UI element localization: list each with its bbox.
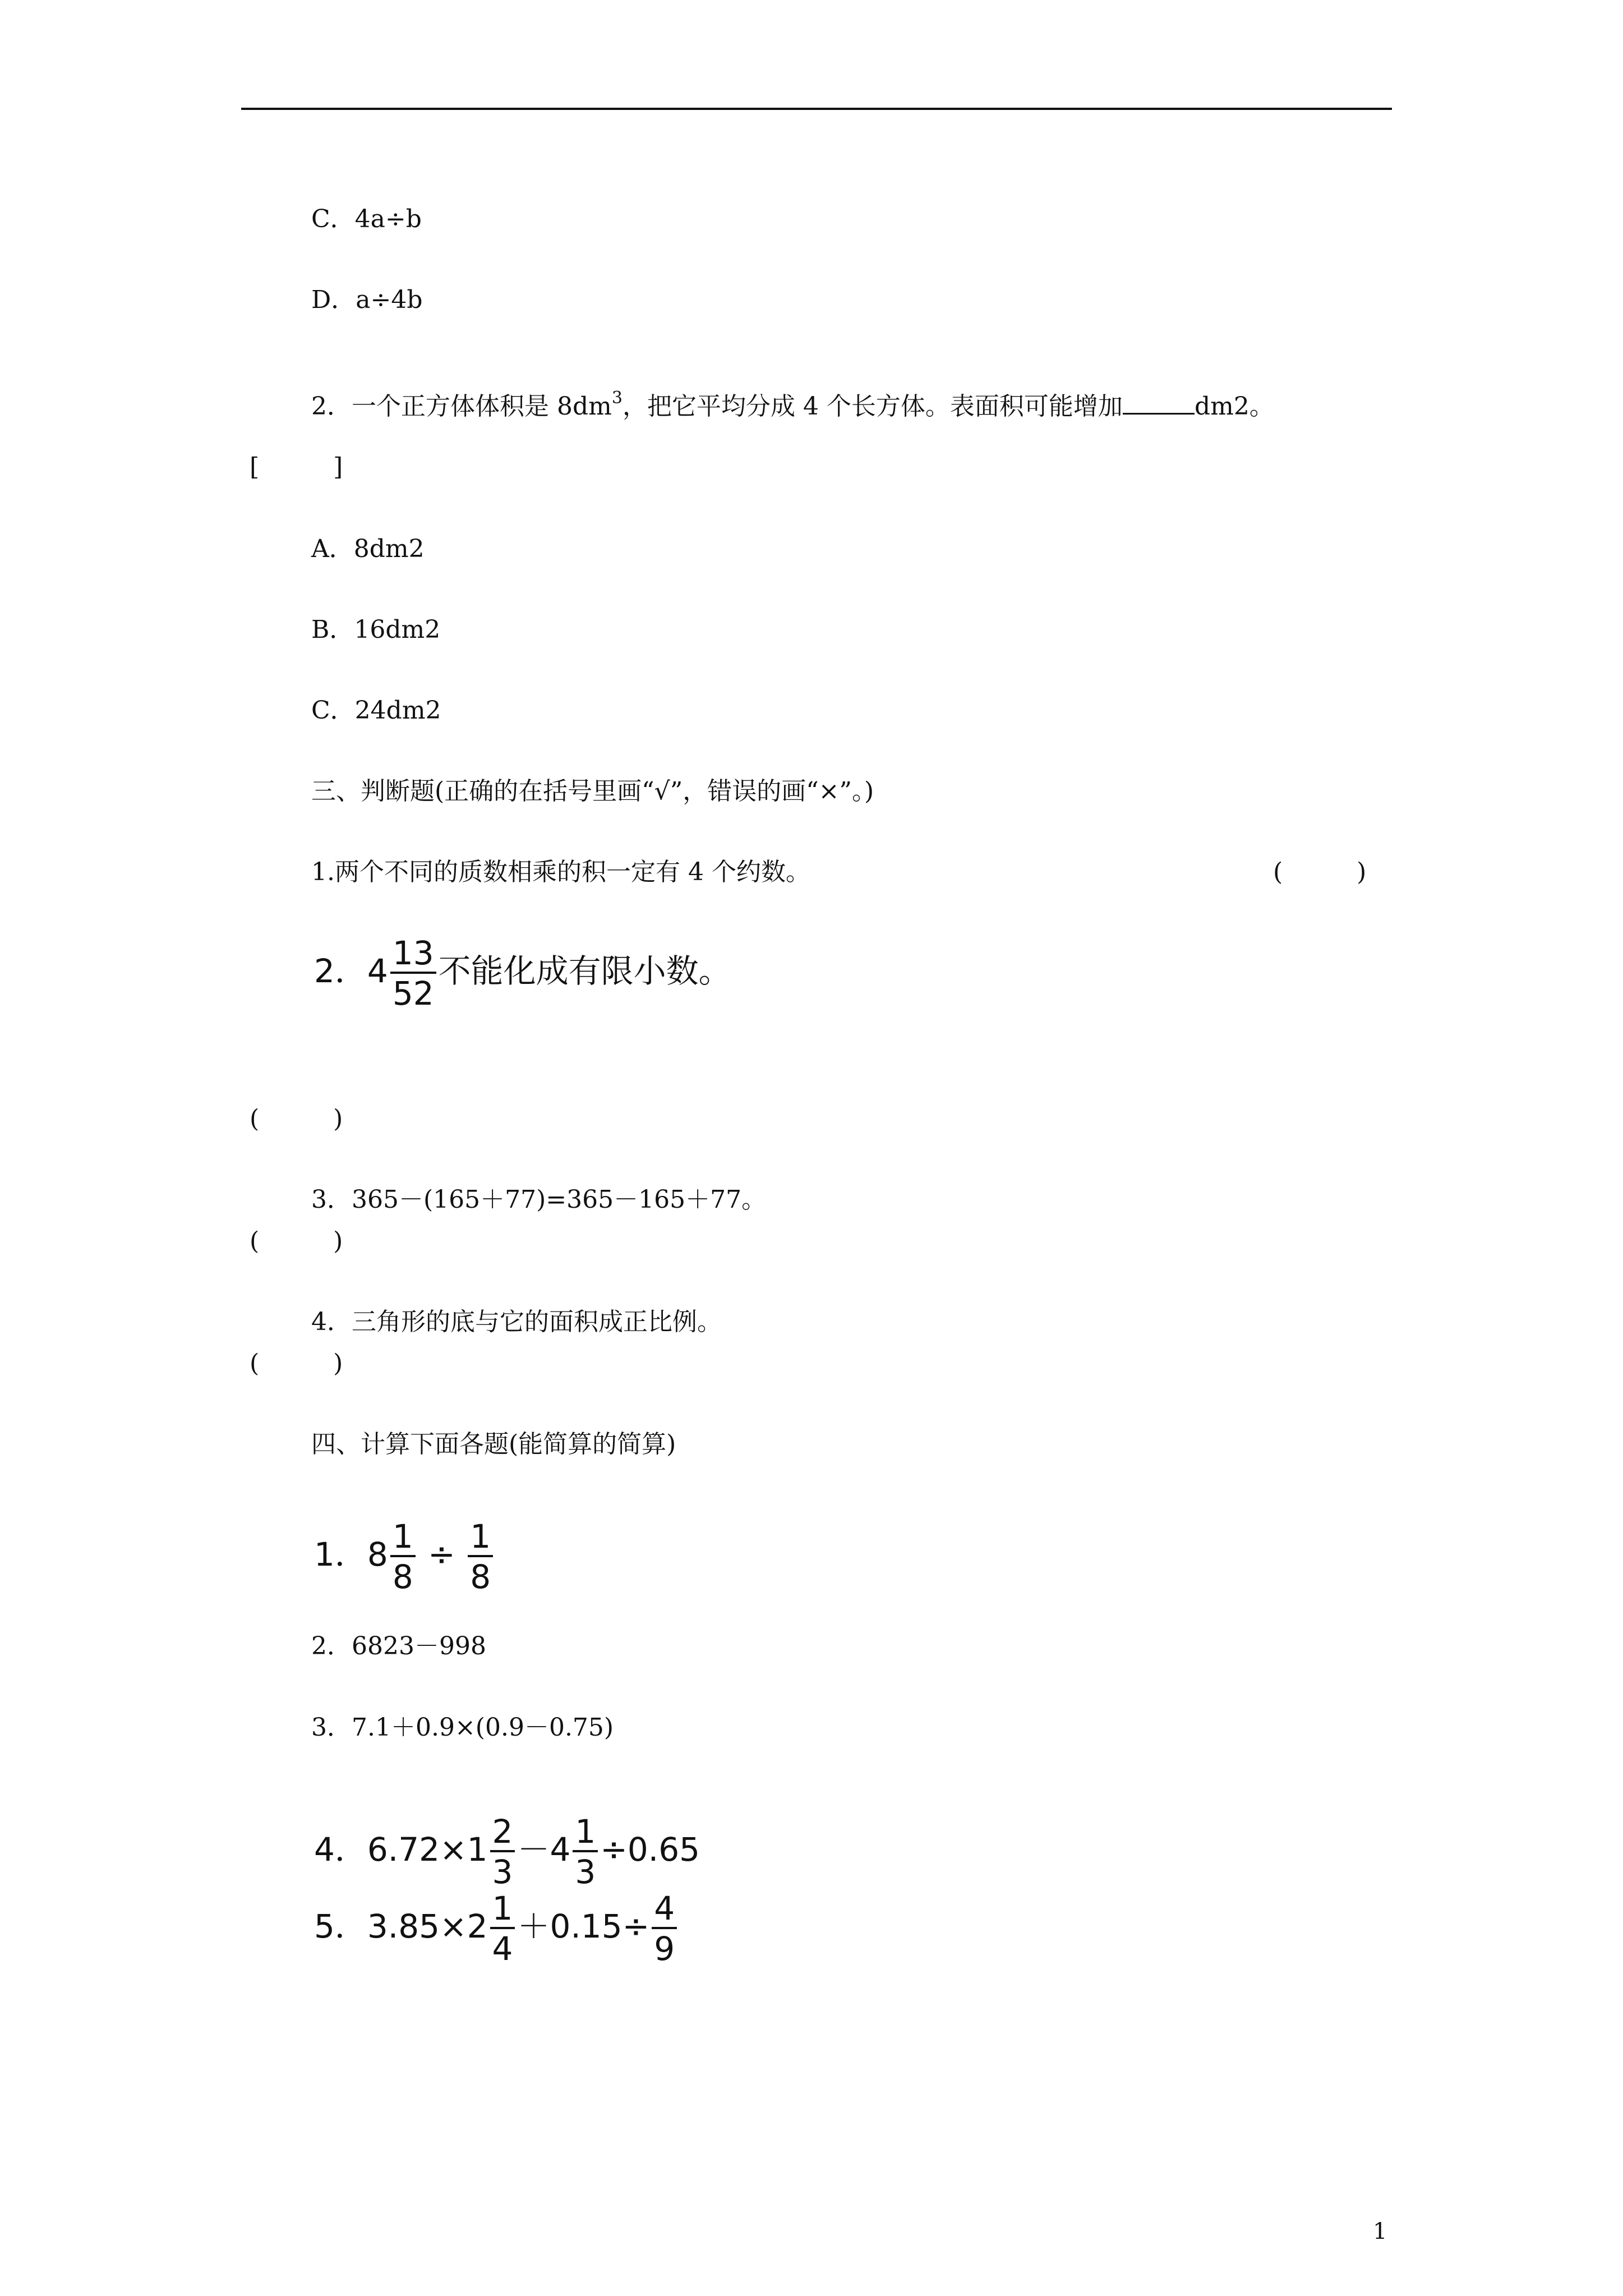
fraction [390,934,436,1013]
option-d-prev: D．a÷4b [311,286,423,314]
tf-question-2-lead: 2．4 [314,952,388,991]
option-c-prev: C．4a÷b [311,205,422,233]
fraction-numerator: 1 [468,1520,493,1557]
fraction-numerator: 1 [573,1815,598,1852]
calc-question-5-part-a: 5．3.85×2 [314,1907,488,1946]
tf-question-4-paren: ( ) [250,1349,343,1378]
fraction-denominator: 8 [470,1558,491,1596]
fraction-numerator: 13 [390,937,436,974]
question-2 [311,388,1274,422]
fraction-denominator: 9 [654,1930,675,1968]
fraction-denominator: 3 [492,1853,513,1891]
header-rule [241,108,1392,110]
question-2-unit: dm2。 [1194,392,1274,421]
tf-question-1: 1.两个不同的质数相乘的积一定有 4 个约数。 [311,858,810,886]
fraction [468,1517,493,1596]
question-2-text-post: ，把它平均分成 4 个长方体。表面积可能增加 [622,392,1123,421]
fraction-denominator: 52 [392,974,434,1013]
calc-question-1 [314,1517,495,1596]
option-a: A．8dm2 [311,535,425,563]
calc-question-4-part-b: －4 [517,1830,571,1869]
fraction-numerator: 4 [652,1892,677,1929]
tf-question-2-text: 不能化成有限小数。 [438,952,731,991]
fraction [652,1889,677,1968]
fraction [390,1517,416,1596]
tf-question-1-paren: ( ) [1273,858,1367,886]
fraction-numerator: 2 [490,1815,515,1852]
tf-question-4: 4．三角形的底与它的面积成正比例。 [311,1308,722,1336]
question-2-bracket: [ ] [250,453,343,481]
calc-question-4 [314,1812,700,1891]
fraction-denominator: 8 [392,1558,413,1596]
calc-question-3: 3．7.1＋0.9×(0.9－0.75) [311,1713,614,1742]
fraction-denominator: 3 [575,1853,596,1891]
section-3-heading: 三、判断题(正确的在括号里画“√”，错误的画“×”。) [311,777,874,806]
page-number: 1 [1373,2219,1387,2244]
calc-question-1-lead: 1．8 [314,1535,388,1574]
calc-question-5-part-b: ＋0.15÷ [517,1907,650,1946]
calc-question-4-part-a: 4．6.72×1 [314,1830,488,1869]
fraction-numerator: 1 [490,1892,515,1929]
option-c: C．24dm2 [311,696,441,725]
fraction [573,1812,598,1891]
fraction-denominator: 4 [492,1930,513,1968]
tf-question-3-paren: ( ) [250,1227,343,1255]
question-2-text-pre: 2．一个正方体体积是 8dm [311,392,612,421]
calc-question-5 [314,1889,679,1968]
tf-question-2-paren: ( ) [250,1105,343,1133]
calc-question-2: 2．6823－998 [311,1632,486,1660]
fraction [490,1889,515,1968]
tf-question-3: 3．365－(165＋77)=365－165＋77。 [311,1185,767,1214]
section-4-heading: 四、计算下面各题(能简算的简算) [311,1430,676,1458]
option-b: B．16dm2 [311,615,441,644]
fraction-numerator: 1 [390,1520,416,1557]
tf-question-2 [314,934,731,1013]
answer-blank [1123,396,1195,415]
calc-question-4-part-c: ÷0.65 [600,1830,700,1869]
question-2-exponent: 3 [611,388,623,408]
operator: ÷ [428,1535,455,1574]
fraction [490,1812,515,1891]
